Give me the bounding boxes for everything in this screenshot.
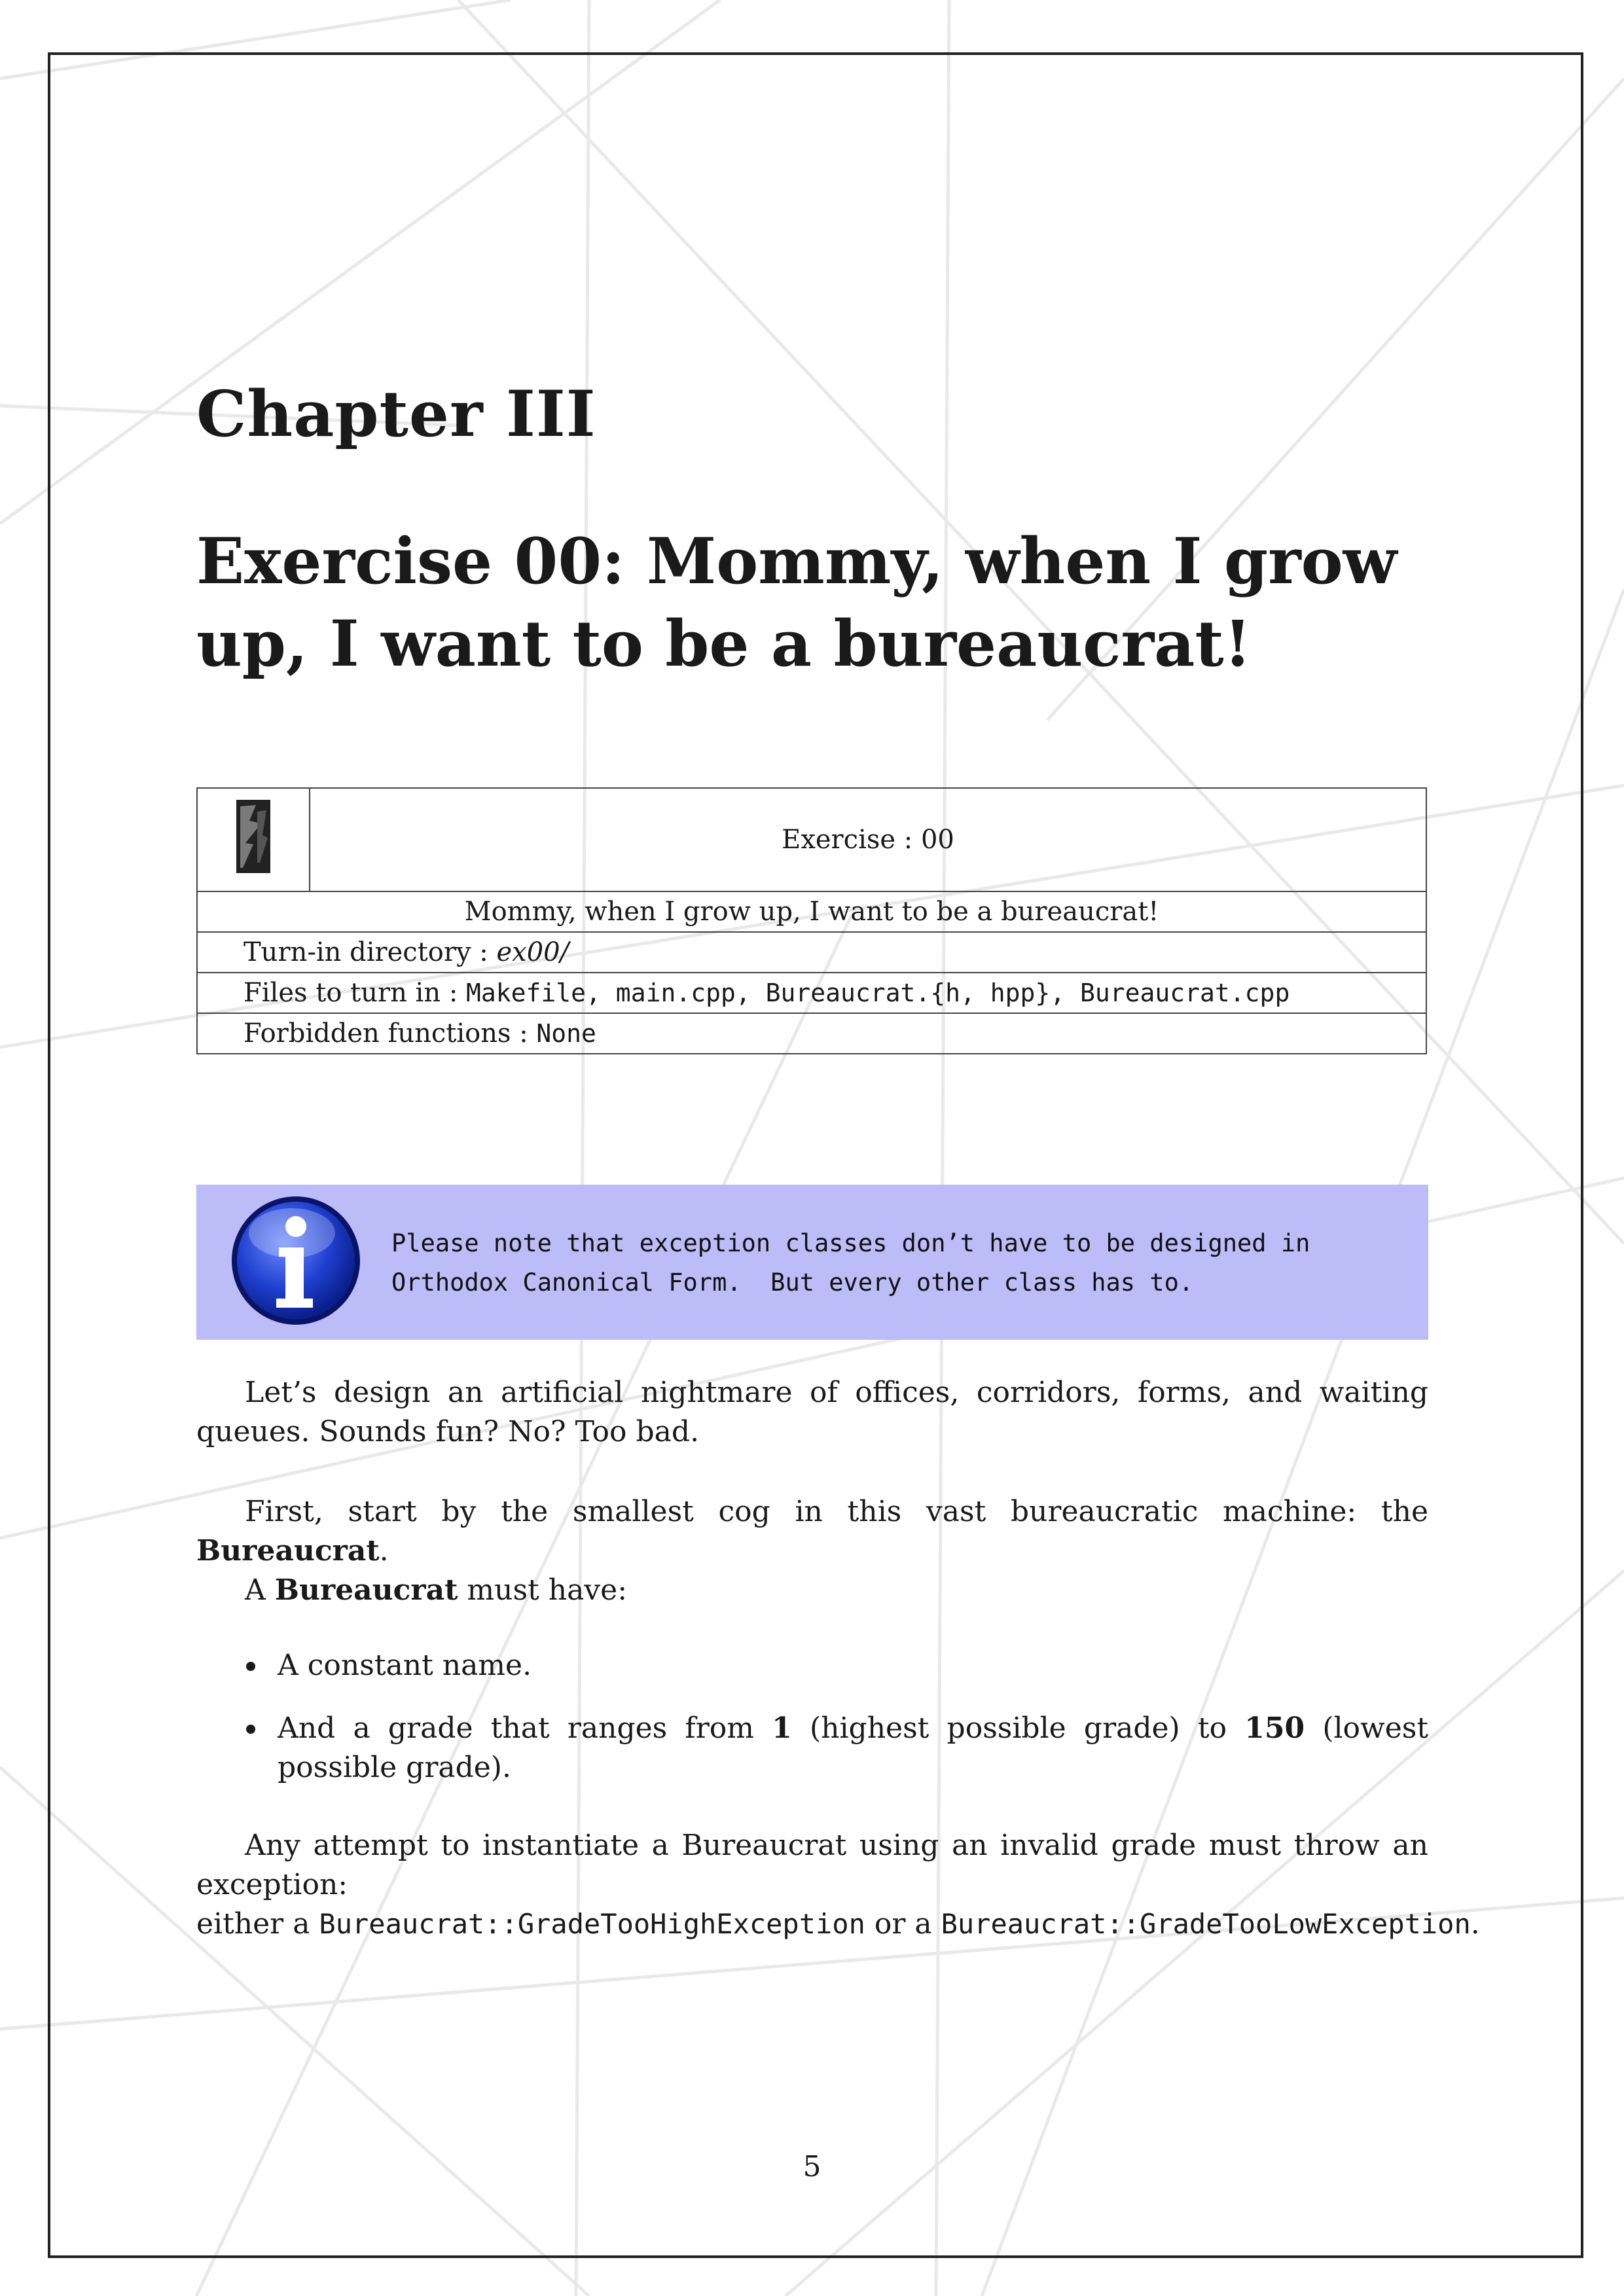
para3-bold: Bureaucrat xyxy=(274,1573,458,1607)
requirements-list xyxy=(196,1646,1428,1811)
para2-suffix: . xyxy=(379,1534,389,1568)
turnin-directory-row xyxy=(197,932,1426,973)
bullet2-text-a: And a grade that ranges from xyxy=(278,1712,772,1745)
exercise-subtitle: Mommy, when I grow up, I want to be a bureaucrat! xyxy=(197,891,1426,932)
files-to-turn-in-row xyxy=(197,973,1426,1013)
info-note-text: Please note that exception classes don’t have to be designed in Orthodox Canonical Form. But every other class has to. xyxy=(391,1229,1310,1297)
bullet2-text-c: (highest possible grade) to xyxy=(791,1712,1245,1745)
turnin-directory-label: Turn-in directory : xyxy=(244,937,497,967)
para5-a: either a xyxy=(196,1907,319,1941)
para2-text: First, start by the smallest cog in this vast bureaucratic machine: the xyxy=(245,1495,1428,1528)
bullet2-lowest-grade: 150 xyxy=(1244,1712,1305,1745)
bullet1-text: A constant name. xyxy=(278,1649,532,1682)
list-item xyxy=(196,1709,1428,1787)
bullet-icon xyxy=(246,1662,255,1671)
page-number: 5 xyxy=(803,2150,821,2183)
para5-c: . xyxy=(1470,1907,1480,1941)
bullet2-highest-grade: 1 xyxy=(772,1712,792,1745)
forbidden-functions-value: None xyxy=(536,1019,596,1048)
bullet-icon xyxy=(246,1725,255,1734)
info-note-box xyxy=(196,1185,1428,1340)
exception-paragraph: Any attempt to instantiate a Bureaucrat using an invalid grade must throw an exception: xyxy=(196,1829,1428,1901)
intro-paragraph: Let’s design an artificial nightmare of offices, corridors, forms, and waiting queues. Sounds fun? No? Too bad. xyxy=(196,1376,1428,1448)
bureaucrat-requirements-paragraph xyxy=(196,1571,1428,1610)
files-to-turn-in-label: Files to turn in : xyxy=(244,978,467,1008)
files-to-turn-in-value: Makefile, main.cpp, Bureaucrat.{h, hpp}, Bureaucrat.cpp xyxy=(466,978,1290,1007)
forbidden-functions-label: Forbidden functions : xyxy=(244,1018,537,1049)
bullet2-text-e: (lowest possible grade). xyxy=(278,1712,1429,1784)
exercise-logo-cell xyxy=(197,788,310,891)
list-item xyxy=(196,1646,1428,1685)
exercise-info-table xyxy=(196,787,1427,1054)
exercise-title: Exercise 00: Mommy, when I grow up, I want to be a bureaucrat! xyxy=(196,524,1398,681)
para3-suffix: must have: xyxy=(458,1573,628,1607)
bureaucrat-intro-paragraph xyxy=(196,1492,1428,1571)
exception-types-paragraph xyxy=(196,1905,1506,1944)
info-icon xyxy=(229,1194,363,1327)
grade-too-low-exception: Bureaucrat::GradeTooLowException xyxy=(941,1908,1471,1940)
chapter-heading: Chapter III xyxy=(196,377,596,451)
grade-too-high-exception: Bureaucrat::GradeTooHighException xyxy=(319,1908,865,1940)
exercise-number-label: Exercise : 00 xyxy=(310,788,1426,891)
para2-bold: Bureaucrat xyxy=(196,1534,380,1568)
exercise-logo-icon xyxy=(234,797,273,876)
para5-b: or a xyxy=(865,1907,941,1941)
forbidden-functions-row xyxy=(197,1013,1426,1054)
turnin-directory-value: ex00/ xyxy=(496,937,569,967)
para3-prefix: A xyxy=(245,1573,275,1607)
